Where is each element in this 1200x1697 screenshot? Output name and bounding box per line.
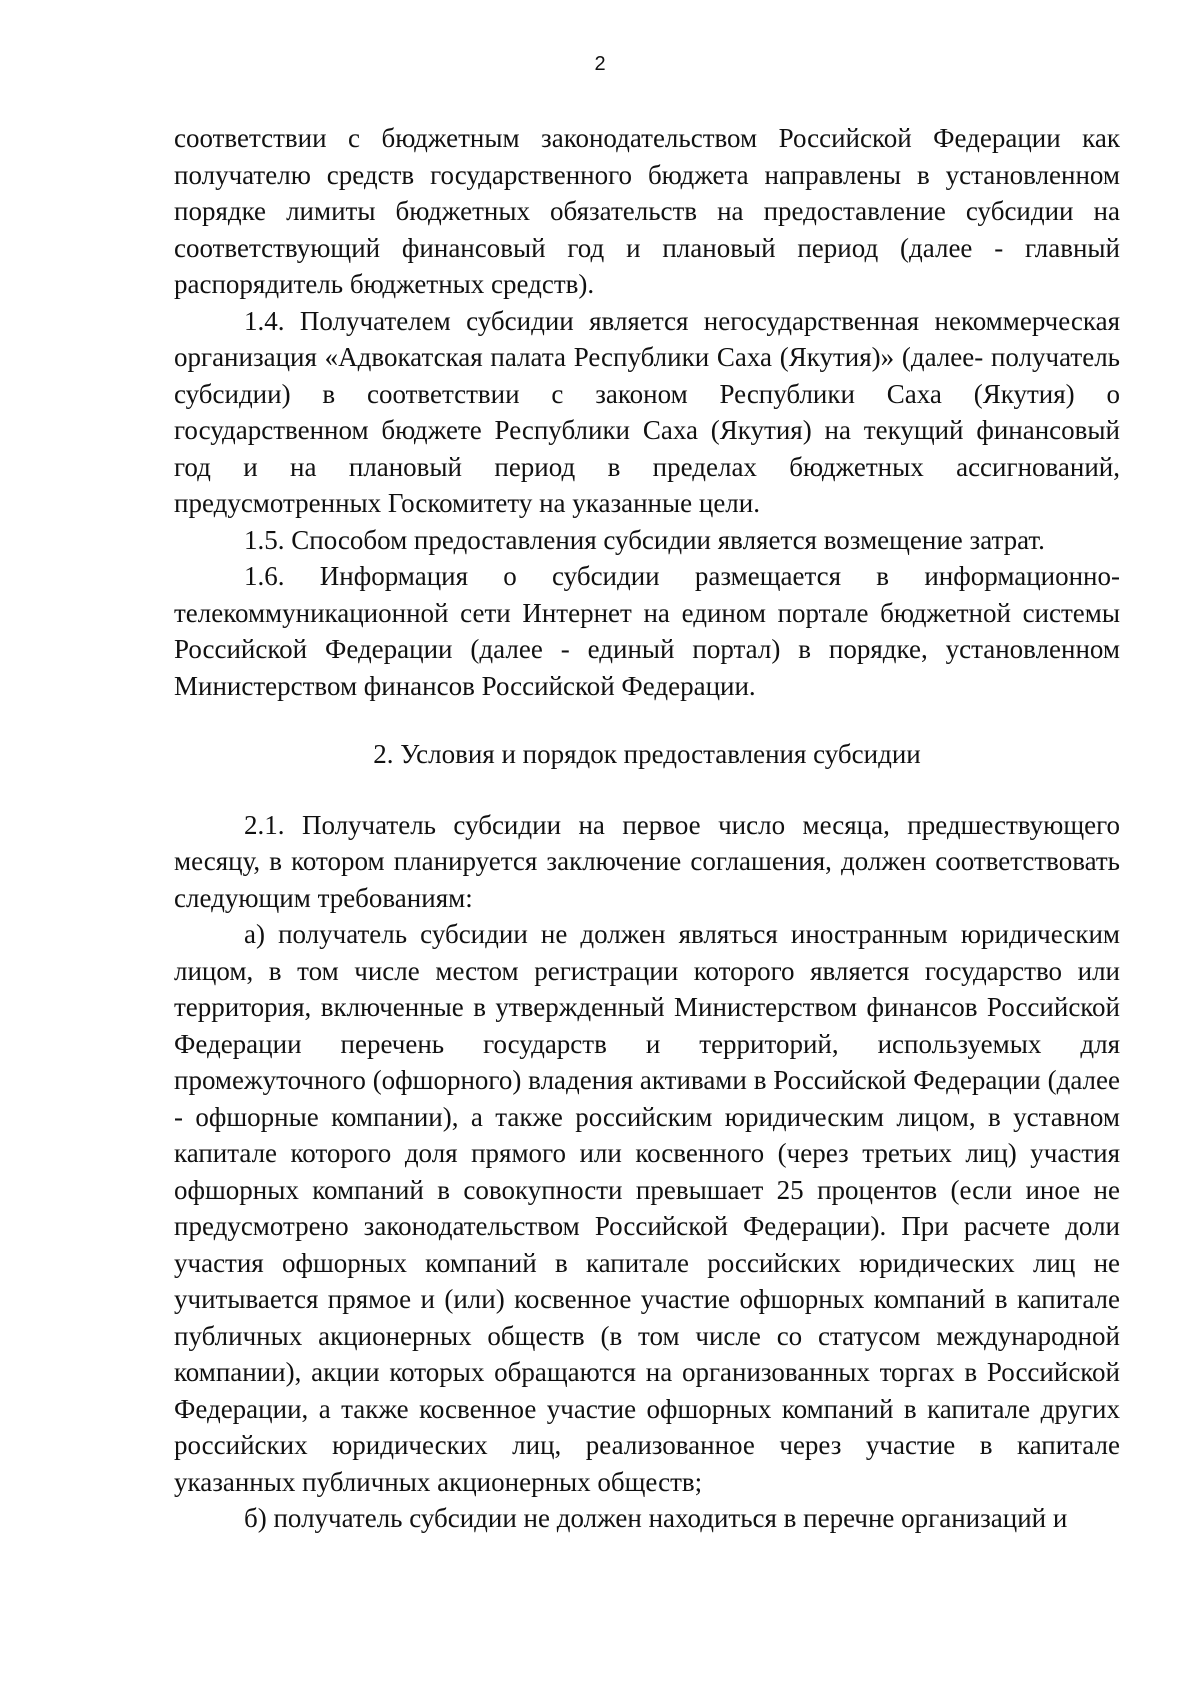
section-2-heading: 2. Условия и порядок предоставления субсидии [373,739,921,769]
paragraph-continuation: соответствии с бюджетным законодательством Российской Федерации как получателю средств государственного бюджета направлены в установленном порядке лимиты бюджетных обязательств на предоставление субсидии на соответствующий финансовый год и плановый период (далее - главный распорядитель бюджетных средств). [174,123,1120,299]
paragraph-1-4: 1.4. Получателем субсидии является негосударственная некоммерческая организация «Адвокатская палата Республики Саха (Якутия)» (далее- получатель субсидии) в соответствии с законом Республики Саха (Якутия) о государственном бюджете Республики Саха (Якутия) на текущий финансовый год и на плановый период в пределах бюджетных ассигнований, предусмотренных Госкомитету на указанные цели. [174,305,1120,518]
paragraph-2-1: 2.1. Получатель субсидии на первое число месяца, предшествующего месяцу, в котором планируется заключение соглашения, должен соответствовать следующим требованиям: [174,809,1120,913]
document-body [174,120,1120,1537]
paragraph-1-6: 1.6. Информация о субсидии размещается в информационно-телекоммуникационной сети Интернет на едином портале бюджетной системы Российской Федерации (далее - единый портал) в порядке, установленном Министерством финансов Российской Федерации. [174,561,1120,701]
paragraph-1-5: 1.5. Способом предоставления субсидии является возмещение затрат. [244,524,1045,555]
paragraph-2-1-a: а) получатель субсидии не должен являться иностранным юридическим лицом, в том числе местом регистрации которого является государство или территория, включенные в утвержденный Министерством финансов Российской Федерации перечень государств и территорий, используемых для промежуточного (офшорного) владения активами в Российской Федерации (далее - офшорные компании), а также российским юридическим лицом, в уставном капитале которого доля прямого или косвенного (через третьих лиц) участия офшорных компаний в совокупности превышает 25 процентов (если иное не предусмотрено законодательством Российской Федерации). При расчете доли участия офшорных компаний в капитале российских юридических лиц не учитывается прямое и (или) косвенное участие офшорных компаний в капитале публичных акционерных обществ (в том числе со статусом международной компании), акции которых обращаются на организованных торгах в Российской Федерации, а также косвенное участие офшорных компаний в капитале других российских юридических лиц, реализованное через участие в капитале указанных публичных акционерных обществ; [174,919,1120,1497]
page-number: 2 [594,53,606,75]
paragraph-2-1-b: б) получатель субсидии не должен находиться в перечне организаций и [244,1503,1068,1533]
